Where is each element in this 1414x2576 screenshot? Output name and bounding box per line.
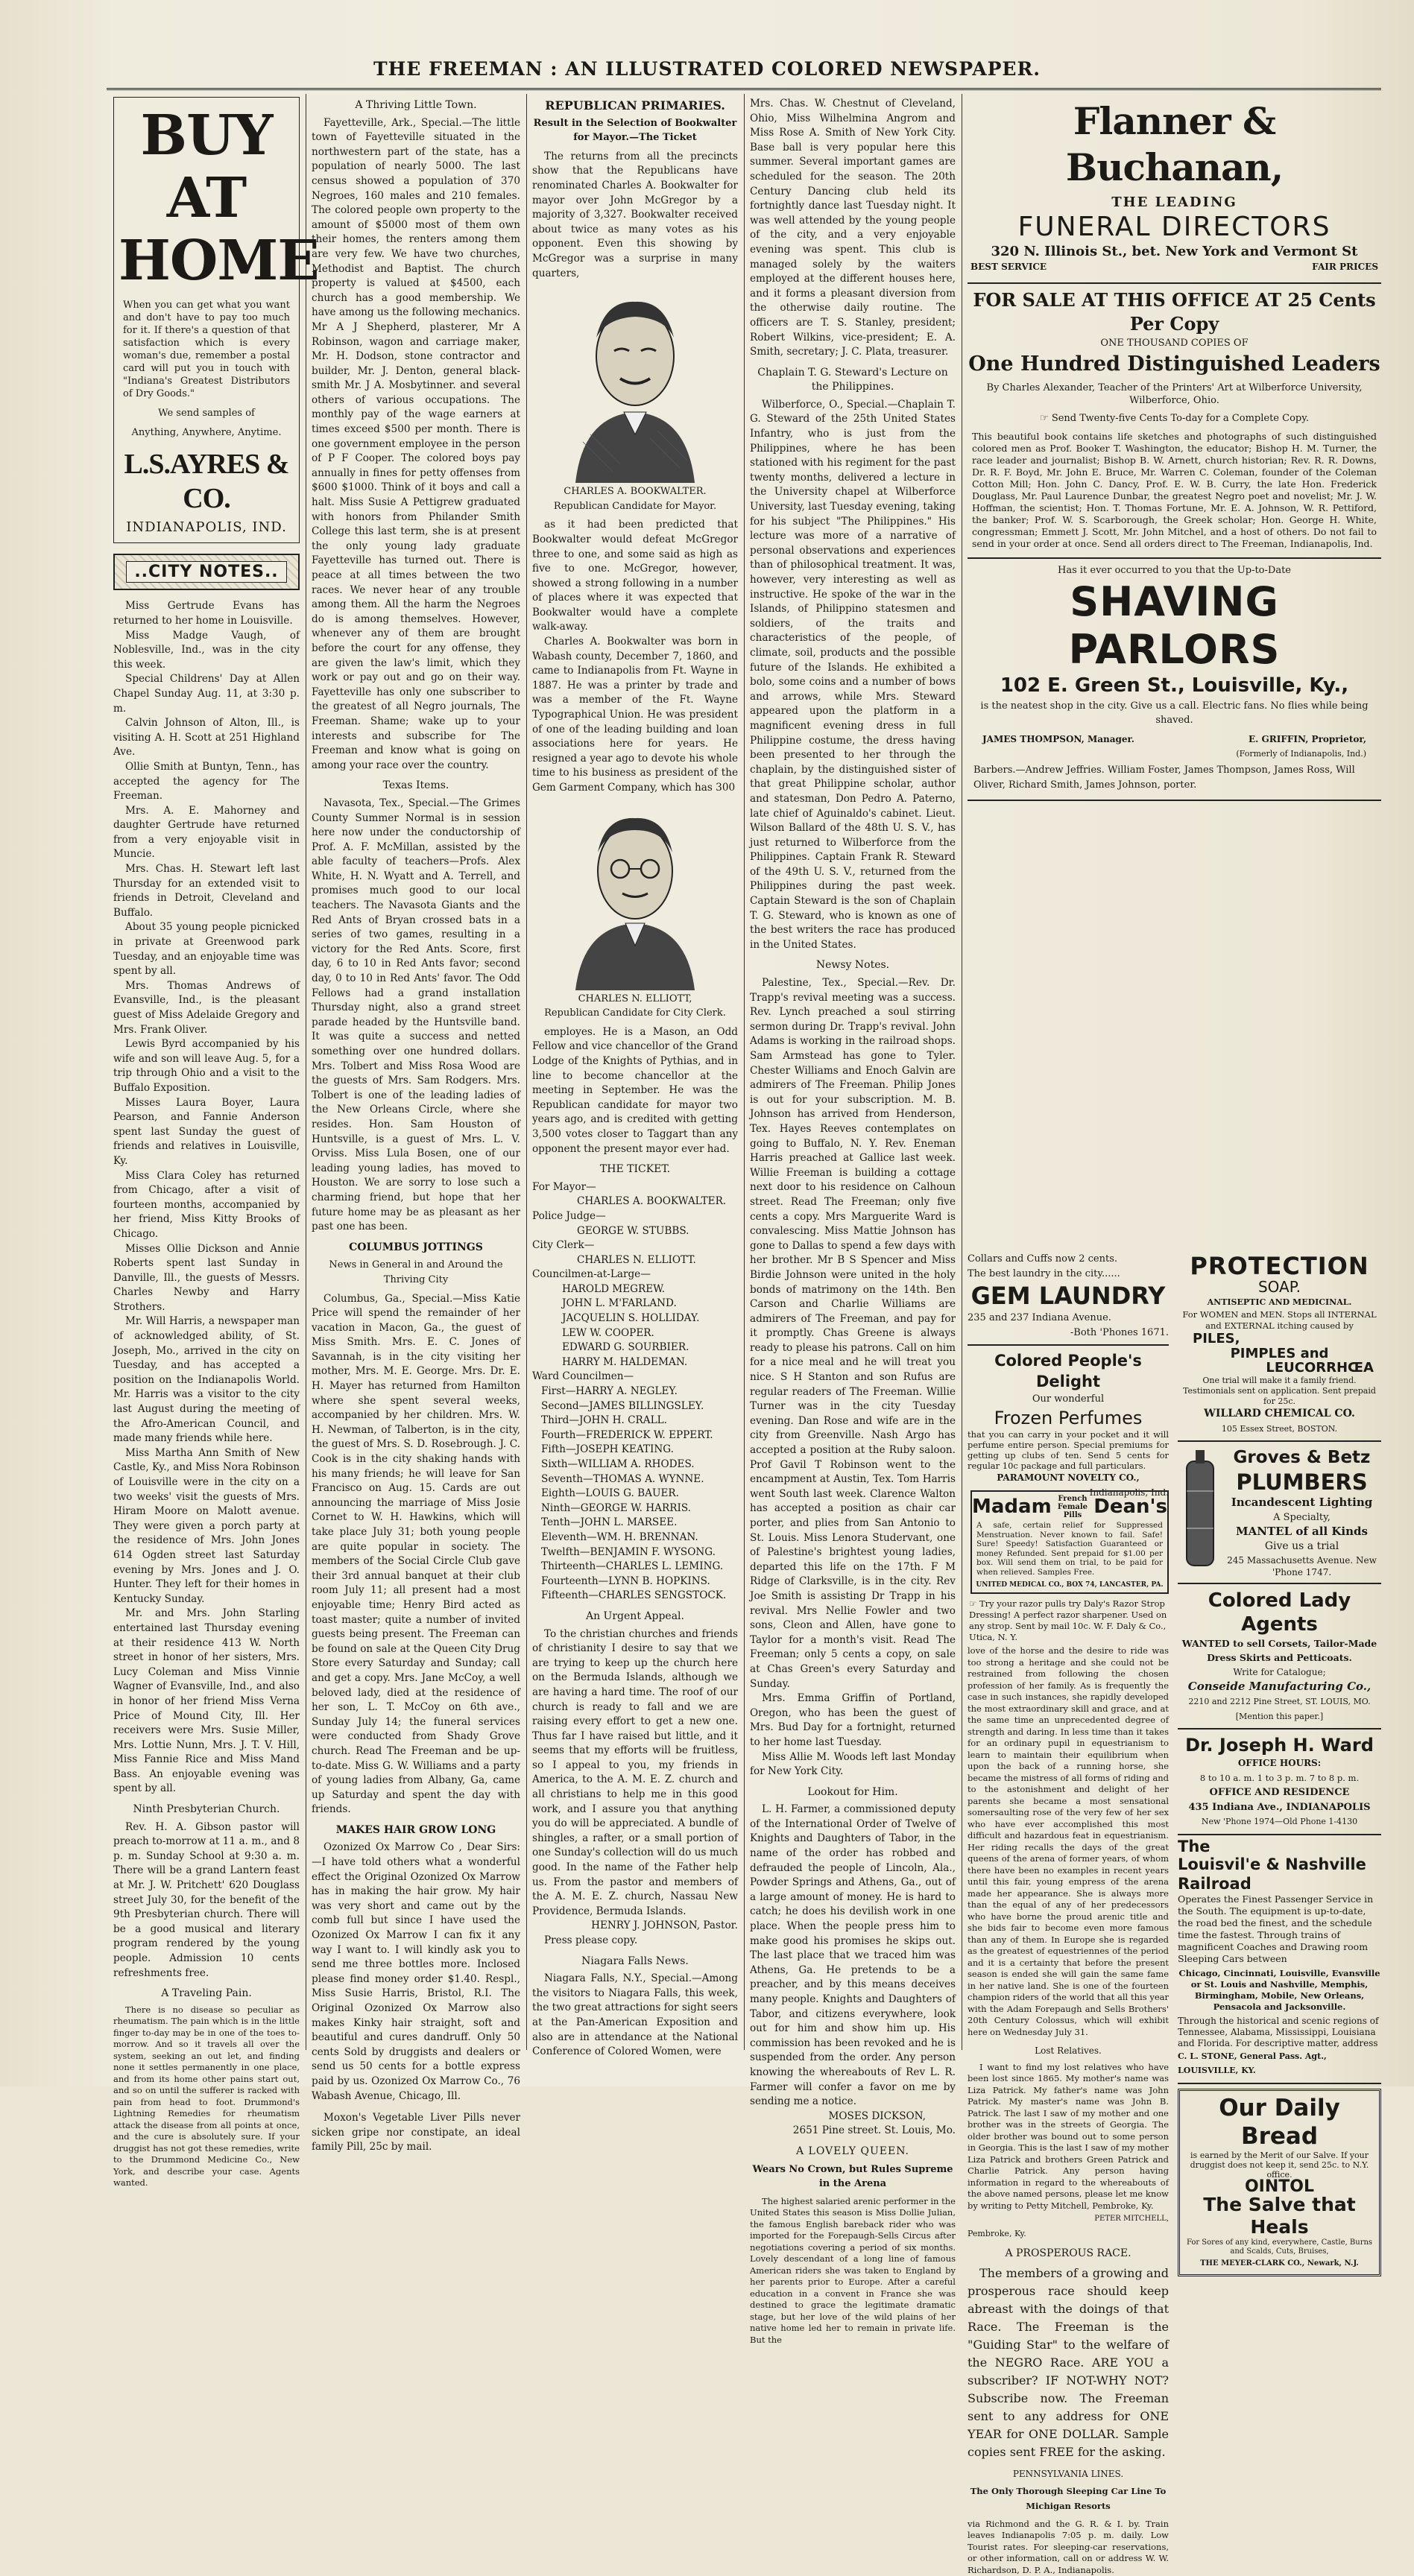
article-text: as it had been predicted that Bookwalter would defeat McGregor three to one, and some said as high as five to one. McGregor, however, showed a strong following in a number of places where it was expected that Bookwalter would have a complete walk-away. <box>532 519 738 633</box>
article-text: Ozonized Ox Marrow Co , Dear Sirs:—I have told others what a wonderful effect the Original Ozonized Ox Marrow has in making the hair grow. My hair was very short and came out by the comb full but since I have used the Ozonized Ox Marrow I can fix it any way I want to. I will kindly ask you to send me three bottles more. Inclosed please find money order $1.40. Respl., Miss Susie Harris, Bristol, R.I. The Original Ozonized Ox Marrow also makes Kinky hair straight, soft and beautiful and cures dandruff. Only 50 cents Sold by druggists and dealers or send us 50 cents for a bottle express paid by us. Ozonized Ox Marrow Co., 76 Wabash Avenue, Chicago, Ill. <box>312 1841 520 2102</box>
portrait-caption: CHARLES A. BOOKWALTER. <box>564 486 707 498</box>
book-sale-ad <box>968 284 1381 559</box>
ticket-line: HAROLD MEGREW. <box>562 1282 666 1295</box>
news-item: Lewis Byrd accompanied by his wife and son will leave Aug. 5, for a trip through Ohio and a visit to the Buffalo Exposition. <box>113 1038 300 1094</box>
shave-prop-note: (Formerly of Indianapolis, Ind.) <box>1236 749 1366 759</box>
protection-soap-ad <box>1178 1252 1381 1442</box>
fb-leading: THE LEADING <box>1111 194 1237 210</box>
odb-salve: The Salve that Heals <box>1203 2194 1356 2238</box>
news-item: Mrs. A. E. Mahorney and daughter Gertrude have returned from a very enjoyable visit in Muncie. <box>113 804 300 861</box>
cpd-frozen: Frozen Perfumes <box>994 1407 1143 1428</box>
lady-agents-ad <box>1178 1584 1381 1730</box>
article-heading: A Thriving Little Town. <box>355 99 477 111</box>
prot-piles: PILES, <box>1193 1331 1240 1347</box>
ticket-line: Third—JOHN H. CRALL. <box>541 1414 667 1427</box>
article-subheading: News in General in and Around the Thriving City <box>329 1259 503 1285</box>
gb-mantel: MANTEL of all Kinds <box>1236 1525 1368 1539</box>
article-text: Columbus, Ga., Special.—Miss Katie Price will spend the remainder of her vacation in Macon, Ga., the guest of Miss Smith. Mrs. E. C. Jones of Savannah, is in the city visiting her mother, Mrs. M. E. George. Mrs. Dr. E. H. Mayer has returned from Hamilton where she spent several weeks, accompanied by her children. Mrs. W. H. Newman, of Talberton, is in the city, the guest of Mrs. S. D. Rosebrough. J. C. Cook is in the city shaking hands with his many friends; he will leave for San Francisco on Aug. 15. Cards are out announcing the marriage of Miss Josie Cornet to W. H. Hawkins, which will take place July 31; both young people are quite popular in society. The members of the Social Circle Club gave their 3rd annual banquet at their club room July 11; all present had a most enjoyable time; Henry Bird acted as toast master; quite a number of invited guests being present. The Freeman can be found on sale at the Queen City Drug Store every Saturday and Sunday; call and get a copy. Mrs. Jane McCoy, a well beloved lady, died at the residence of her son, L. T. McCoy on 6th ave., Sunday July 14; the funeral services were conducted from Shady Grove church. Read The Freeman and be up-to-date. Miss G. W. Williams and a party of young ladies from Albany, Ga, came up Saturday and spent the day with friends. <box>312 1292 520 1816</box>
church-heading: Ninth Presbyterian Church. <box>133 1803 280 1816</box>
ticket-line: LEW W. COOPER. <box>562 1326 654 1339</box>
ayres-ad <box>113 97 319 543</box>
dean-title-1: Madam <box>972 1495 1052 1518</box>
ticket-line: GEORGE W. STUBBS. <box>577 1224 689 1237</box>
signature: MOSES DICKSON, <box>828 2110 926 2122</box>
ticket-line: Eighth—LOUIS G. BAUER. <box>541 1487 679 1500</box>
ln-railroad-ad <box>1178 1835 1381 2084</box>
ad-city: INDIANAPOLIS, IND. <box>126 519 287 536</box>
prot-leuc: LEUCORRHŒA <box>1266 1360 1374 1376</box>
ln-title: Louisvil'e & Nashville Railroad <box>1178 1855 1366 1893</box>
ticket-line: Eleventh—WM. H. BRENNAN. <box>541 1531 698 1543</box>
ticket-line: Fifteenth—CHARLES SENGSTOCK. <box>541 1589 727 1602</box>
article-heading: An Urgent Appeal. <box>585 1610 684 1622</box>
news-item: About 35 young people picnicked in private at Greenwood park Tuesday, and an enjoyable time was spent by all. <box>113 921 300 978</box>
dean-company: UNITED MEDICAL CO., BOX 74, LANCASTER, PA. <box>976 1581 1164 1589</box>
article-heading: PENNSYLVANIA LINES. <box>1012 2468 1124 2479</box>
sale-by: By Charles Alexander, Teacher of the Printers' Art at Wilberforce University, Wilberforce, Ohio. <box>986 382 1363 407</box>
column-3 <box>532 94 738 2058</box>
news-item: Miss Madge Vaugh, of Noblesville, Ind., was in the city this week. <box>113 629 300 671</box>
portrait-bookwalter <box>561 285 710 483</box>
odb-title: Our Daily Bread <box>1219 2094 1340 2150</box>
ticket-line: Fourteenth—LYNN B. HOPKINS. <box>541 1575 710 1587</box>
delight-ad <box>968 1344 1169 1500</box>
sale-title: FOR SALE AT THIS OFFICE AT 25 Cents Per Copy <box>973 288 1376 335</box>
ad-samples: We send samples of <box>158 408 255 419</box>
signature: 2651 Pine street. St. Louis, Mo. <box>792 2124 956 2137</box>
ticket-line: CHARLES A. BOOKWALTER. <box>577 1195 727 1208</box>
ticket-line: Tenth—JOHN L. MARSEE. <box>541 1516 678 1529</box>
pointing-hand-icon: ☞ <box>969 1598 977 1609</box>
article-text: Mrs. Emma Griffin of Portland, Oregon, who has been the guest of Mrs. Bud Day for a fortnight, returned to her home last Tuesday. <box>750 1692 956 1748</box>
portrait-caption: Republican Candidate for Mayor. <box>553 500 717 512</box>
portrait-caption: CHARLES N. ELLIOTT, <box>578 993 692 1004</box>
ward-phone: New 'Phone 1974—Old Phone 1-4130 <box>1201 1817 1358 1827</box>
article-heading: Lookout for Him. <box>807 1785 898 1798</box>
cla-mention: [Mention this paper.] <box>1235 1711 1324 1721</box>
ticket-line: EDWARD G. SOURBIER. <box>562 1341 689 1354</box>
signature-note: Press please copy. <box>544 1934 638 1946</box>
shave-manager: JAMES THOMPSON, Manager. <box>982 733 1134 744</box>
ward-residence: OFFICE AND RESIDENCE <box>1209 1787 1350 1799</box>
article-text: L. H. Farmer, a commissioned deputy of the International Order of Twelve of Knights and Daughters of Tabor, in the name of the order has robbed and defrauded the people of Lincoln, Ala., Powder Springs and Athens, Ga., out of a large amount of money. He is hard to catch; he does his devilish work in one place. When the people press him to make good his promises he skips out. The last place that we traced him was Athens, Ga. He pretends to be a preacher, and by this means deceives many people. Knights and Daughters of Tabor, and citizens everywhere, look out for him and show him up. His commission has been revoked and he is suspended from the order. Any person knowing the whereabouts of Rev L. R. Farmer will confer a favor on me by sending me a notice. <box>750 1803 956 2108</box>
ticket-line: Seventh—THOMAS A. WYNNE. <box>541 1472 704 1485</box>
cla-company: Conseide Manufacturing Co., <box>1187 1680 1372 1694</box>
article-text: Miss Allie M. Woods left last Monday for New York City. <box>750 1750 956 1778</box>
article-text: Mrs. Chas. W. Chestnut of Cleveland, Ohio, Miss Wilhelmina Angrom and Miss Rose A. Smith of New York City. Base ball is very popular here this summer. Several important games are scheduled for the season. The 20th Century Dancing club held its fortnightly dance last Tuesday night. It was well attended by the young people of the city, and a very enjoyable evening was spent. This club is managed solely by the waiters employed at the different houses here, and it forms a pleasant diversion from the otherwise daily routine. The officers are T. S. Stanley, president; Robert Wilkins, vice-president; E. A. Smith, secretary; J. C. Plata, treasurer. <box>750 98 956 358</box>
prot-pimples: PIMPLES and <box>1230 1345 1329 1361</box>
ticket-heading: THE TICKET. <box>599 1163 671 1176</box>
shave-title: SHAVING PARLORS <box>1068 577 1281 673</box>
sale-text: This beautiful book contains life sketches and photographs of such distinguished colored men as Prof. Booker T. Washington, the educator; Bishop H. M. Turner, the race leader and journalist; Bishop B. W. Arnett, church historian; Rev. R. R. Downs, Dr. R. F. Boyd, Mr. John E. Bruce, Mr. Warren C. Coleman, founder of the Coleman Cotton Mill; Hon. John C. Dancy, Prof. E. W. B. Curry, the late Hon. Frederick Douglass, Mr. Paul Laurence Dunbar, the greatest Negro poet and novelist; Mr. J. W. Hoffman, the scientist; Hon. T. Thomas Fortune, Mr. E. A. Johnson, W. R. Pettiford, the banker; Prof. W. S. Scarborough, the Greek scholar; Hon. George H. White, congressman; Emmett J. Scott, Mr. John Mitchel, and a host of others. Do not fail to send in your order at once. Send all orders direct to The Freeman, Indianapolis, Ind. <box>972 430 1377 549</box>
ad-slogan: Anything, Anywhere, Anytime. <box>131 426 282 438</box>
fb-best: BEST SERVICE <box>970 262 1047 273</box>
article-heading: Lost Relatives. <box>1035 2045 1102 2056</box>
cpd-title: Colored People's Delight <box>994 1352 1142 1391</box>
groves-betz-ad <box>1178 1442 1381 1583</box>
article-text: Wilberforce, O., Special.—Chaplain T. G. Steward of the 25th United States Infantry, who is just from the Philippines, where he has been stationed with his regiment for the past twenty months, delivered a lecture in the University chapel at Wilberforce University, last Tuesday evening, taking for his subject "The Philippines." His lecture was more of a narrative of personal observations and experiences than of philosophical treatment. It was, however, very interesting as well as instructive. He spoke of the war in the Islands, of Philippino statesmen and soldiers, of the traits and characteristics of the people, of climate, soil, products and the possible future of the Islands. He exhibited a bolo, some coins and a number of bows and arrows, while Mrs. Steward appeared upon the platform in a magnificent evening dress in full Philippine costume, the dress having been presented to her through the chaplain, by the distinguished sister of that great Philippine scholar, author and statesman, Don Pedro A. Paterno, late chief of Aguinaldo's cabinet. Lieut. Wilson Ballard of the 48th U. S. V., has just returned to Wilberforce from the Philippines. Captain Frank R. Steward of the 49th U. S. V., returned from the Philippines during the past week. Captain Steward is the son of Chaplain T. G. Steward, who is known as one of the best writers the race has produced in the United States. <box>750 398 956 951</box>
ln-text2: Through the historical and scenic regions of Tennessee, Alabama, Mississippi, Louisiana and Florida. For descriptive matter, address <box>1178 2015 1379 2048</box>
portrait-elliott <box>564 800 706 990</box>
article-heading: Newsy Notes. <box>815 959 890 972</box>
odb-brand: OINTOL <box>1244 2177 1315 2196</box>
cla-text: WANTED to sell Corsets, Tailor-Made Dress Skirts and Petticoats. <box>1181 1637 1377 1664</box>
dean-text: A safe, certain relief for Suppressed Menstruation. Never known to fail. Safe! Sure! Speedy! Satisfaction Guaranteed or money Refunded. Sent prepaid for $1.00 per box. Will send them on trial, to be paid for when relieved. Samples Free. <box>976 1521 1163 1577</box>
article-subheading: The Only Thorough Sleeping Car Line To Michigan Resorts <box>970 2486 1167 2512</box>
ticket-line: HARRY M. HALDEMAN. <box>562 1355 688 1368</box>
prot-trial: One trial will make it a family friend. Testimonials sent on application. Sent prepaid for 25c. <box>1183 1375 1376 1406</box>
ward-hours: OFFICE HOURS: <box>1237 1758 1322 1769</box>
ln-agent: C. L. STONE, General Pass. Agt., LOUISVILLE, KY. <box>1178 2051 1327 2076</box>
article-text: The members of a growing and prosperous race should keep abreast with the doings of that Race. The Freeman is the "Guiding Star" to the welfare of the NEGRO Race. ARE YOU a subscriber? IF NOT-WHY NOT? Subscribe now. The Freeman sent to any address for ONE YEAR for ONE DOLLAR. Sample copies sent FREE for the asking. <box>968 2265 1169 2459</box>
fb-title: Flanner & Buchanan, <box>1065 99 1284 189</box>
news-item: Calvin Johnson of Alton, Ill., is visiting A. H. Scott at 251 Highland Ave. <box>113 717 300 759</box>
article-text: The highest salaried arenic performer in the United States this season is Miss Dollie Julian, the famous English bareback rider who was imported for the Forepaugh-Sells Circus after negotiations covering a period of six months. Lovely descendant of a long line of famous American riders she was taken to England by her parents prior to Europe. After a careful education in a convent in France she was destined to grace the legitimate dramatic stage, but her love of the wild plains of her native home led her to remain in private life. But the <box>750 2195 956 2345</box>
ticket-line: Second—JAMES BILLINGSLEY. <box>541 1399 704 1412</box>
news-item: Mr. and Mrs. John Starling entertained last Thursday evening at their residence 413 W. North street in honor of her sisters, Mrs. Lucy Coleman and Miss Vinnie Wagner of Evansville, Ind., and also in honor of her friend Miss Verna Price of Mound City, Ill. Her receivers were Mrs. Susie Miller, Mrs. Lottie Nunn, Mrs. J. T. V. Hill, Miss Fannie Rice and Miss Mand Bass. An enjoyable evening was spent by all. <box>113 1607 300 1795</box>
prot-company: WILLARD CHEMICAL CO. <box>1204 1407 1355 1420</box>
news-item: Mrs. Chas. H. Stewart left last Thursday for an extended visit to friends in Detroit, Cleveland and Buffalo. <box>113 863 300 919</box>
ward-title: Dr. Joseph H. Ward <box>1185 1735 1374 1756</box>
dean-mid: French Female Pills <box>1057 1495 1088 1519</box>
razor-ad <box>969 1598 1167 1643</box>
ln-text: Operates the Finest Passenger Service in the South. The equipment is up-to-date, the road bed the finest, and the schedule time the fastest. Through trains of magnificent Coaches and Drawing room Sleeping Cars between <box>1178 1893 1374 1964</box>
news-item: Mr. Will Harris, a newspaper man of acknowledged ability, of St. Joseph, Mo., arrived in the city on Tuesday, and has accepted a position on the Indianapolis World. Mr. Harris was a visitor to the city last August during the meeting of the Afro-American Council, and made many friends while here. <box>113 1315 300 1445</box>
article-text: Charles A. Bookwalter was born in Wabash county, December 7, 1860, and came to Indianapolis from Ft. Wayne in 1887. He was a printer by trade and was a member of the Ft. Wayne Typographical Union. He was president of one of the leading building and loan associations here for years. He resigned a year ago to devote his whole time to his business as president of the Gem Garment Company, which has 300 <box>532 636 738 794</box>
article-text: Fayetteville, Ark., Special.—The little town of Fayetteville situated in the northwestern part of the state, has a population of nearly 5000. The last census showed a population of 370 Negroes, 160 males and 210 females. The colored people own property to the amount of $5000 most of them own their homes, the renters among them are very few. We have two churches, Methodist and Baptist. The church property is valued at $4500, each church has a good membership. We have among us the following mechanics. Mr A J Shepherd, plasterer, Mr A Robinson, wagon and carriage maker, Mr. H. Dodson, stone contractor and builder, Mr. J. Denton, general black-smith Mr. J A. Mosbytinner. and several others of various occupations. The monthly pay of the wage earners at times exceed $500 per month. There is one government employee in the person of P F Cooper. The colored boys pay annually in fines for petty offenses from $600 $1000. Think of it boys and call a halt. Miss Susie A Pettigrew graduated with honors from Philander Smith College this last term, she is at present the only young lady graduate Fayetteville has turned out. There is peace at all times between the two races. We never hear of any trouble among them. All the harm the Negroes do is among themselves. However, whenever any of them are brought before the court for any offense, they are given the law's limit, which they work or pay out and go on their way. Fayetteville has only one subscriber to the greatest of all Negro journals, The Freeman. Shame; wake up to your interests and subscribe for The Freeman and know what is going on among your race over the country. <box>312 116 520 771</box>
article-text: Palestine, Tex., Special.—Rev. Dr. Trapp's revival meeting was a success. Rev. Lynch preached a soul stirring sermon during Dr. Trapp's revival. John Adams is working in the railroad shops. Sam Armstead has gone to Tyler. Chester Williams and Enoch Galvin are admirers of The Freeman. Philip Jones is out for your subscription. M. B. Johnson has arrived from Henderson, Tex. Hayes Reeves contemplates on going to Buffalo, N. Y. Rev. Eneman Harris preached at Gallice last week. Willie Freeman is building a cottage next door to his residence on Calhoun street. Read The Freeman; only five cents a copy. Mrs Marguerite Ward is convalescing. Miss Mattie Johnson has gone to Dallas to spend a few days with her brother. Mr B S Spencer and Miss Birdie Johnson were united in the holy bonds of matrimony on the 14th. Ben Carson and Charlie Williams are admirers of The Freeman, and pay for it promptly. Chas Greene is always ready to please his patrons. Call on him for a nice meal and he will treat you nice. S H Stanton and son Rufus are regular readers of The Freeman. Willie Turner was in the city Tuesday evening. Dan Rose and wife are in the city from Greenville. Nash Argo has accepted a position at the Ruby saloon. Prof Gavil T Robinson went to the encampment at Austin, Tex. Tom Harris went South last week. Clarence Walton has accepted a position as chair car porter, and plies from San Antonio to St. Louis. Miss Lenora Studervant, one of Palestine's brightest young ladies, departed this life on the 17th. F M Ridge of Clarksville, is in the city. Rev Joe Smith is assisting Dr Trapp in his revival. Mrs Nellie Fowler and two sons, Cleon and Allen, have gone to Taylor for a month's visit. Read The Freeman; only 5 cents a copy, on sale at Chas Green's every Saturday and Sunday. <box>750 977 956 1690</box>
prot-title: PROTECTION <box>1190 1252 1369 1280</box>
article-text: Moxon's Vegetable Liver Pills never sicken gripe nor constipate, an ideal family Pill, 25c by mail. <box>312 2112 520 2153</box>
ticket-line: Ninth—GEORGE W. HARRIS. <box>541 1501 691 1514</box>
article-text: employes. He is a Mason, an Odd Fellow and vice chancellor of the Grand Lodge of the Knights of Pythias, and in line to become chancellor at the meeting in September. He was the Republican candidate for mayor two years ago, and is credited with getting 3,500 votes closer to Taggart than any opponent the present mayor ever had. <box>532 1025 738 1155</box>
razor-text: Try your razor pulls try Daly's Razor Strop Dressing! A perfect razor sharpener. Used on any strop. Sent by mail 10c. W. F. Daly & Co., Utica, N. Y. <box>969 1598 1167 1642</box>
ticket-line: Police Judge— <box>532 1209 606 1222</box>
prot-soap: SOAP. <box>1257 1278 1301 1296</box>
cla-title: Colored Lady Agents <box>1208 1589 1351 1636</box>
cla-catalogue: Write for Catalogue; <box>1233 1666 1326 1677</box>
column-rule <box>526 94 527 2050</box>
news-item: Misses Ollie Dickson and Annie Roberts spent last Sunday in Danville, Ill., the guests of Messrs. Charles Newby and Harry Strothers. <box>113 1242 300 1313</box>
article-heading: Chaplain T. G. Steward's Lecture on the Philippines. <box>757 366 948 393</box>
gem-title: GEM LAUNDRY <box>970 1282 1166 1311</box>
pain-text: There is no disease so peculiar as rheumatism. The pain which is in the little finger to-day may be in one of the toes to-morrow. And so it travels all over the system, seeking an out let, and finding none it settles permanently in one place, and from its home other pains start out, and so on until the sufferer is racked with pain from head to foot. Drummond's Lightning Remedies for rheumatism attack the disease from all points at once, and the cure is absolutely sure. If your druggist has not got these remedies, write to the Drummond Medicine Co., New York, and describe your case. Agents wanted. <box>113 2004 300 2189</box>
ln-the: The <box>1178 1838 1211 1856</box>
gb-trial: Give us a trial <box>1264 1539 1339 1552</box>
ticket-line: Twelfth—BENJAMIN F. WYSONG. <box>541 1545 716 1558</box>
ad-headline: HOME <box>119 229 319 293</box>
odb-text: is earned by the Merit of our Salve. If your druggist does not keep it, send 25c. to N.Y. office. <box>1190 2150 1369 2180</box>
sale-book: One Hundred Distinguished Leaders <box>968 352 1380 376</box>
ward-times: 8 to 10 a. m. 1 to 3 p. m. 7 to 8 p. m. <box>1199 1772 1360 1783</box>
ad-company: L.S.AYRES & CO. <box>124 449 289 515</box>
prot-text: For WOMEN and MEN. Stops all INTERNAL and EXTERNAL itching caused by <box>1182 1309 1377 1332</box>
ticket-list <box>532 1180 738 1604</box>
masthead: THE FREEMAN : AN ILLUSTRATED COLORED NEWSPAPER. <box>373 58 1041 80</box>
gb-incandescent: Incandescent Lighting <box>1231 1496 1373 1510</box>
ticket-line: Sixth—WILLIAM A. RHODES. <box>541 1458 695 1470</box>
prot-sub: ANTISEPTIC AND MEDICINAL. <box>1207 1297 1352 1307</box>
sale-send: Send Twenty-five Cents To-day for a Complete Copy. <box>1051 413 1309 425</box>
right-ads-column <box>1178 1252 1381 2268</box>
dean-title-2: Dean's <box>1093 1495 1167 1518</box>
article-subheading: Result in the Selection of Bookwalter for Mayor.—The Ticket <box>533 117 737 144</box>
prot-address: 105 Essex Street, BOSTON. <box>1221 1423 1338 1434</box>
article-text: Niagara Falls, N.Y., Special.—Among the visitors to Niagara Falls, this week, the two great attractions for sight seers at the Pan-American Exposition and also are in attendance at the National Conference of Colored Women, were <box>532 1972 738 2058</box>
shave-proprietor: E. GRIFFIN, Proprietor, <box>1249 733 1366 744</box>
article-text: love of the horse and the desire to ride was too strong a heritage and she could not be restrained from following the chosen profession of her family. As is frequently the case in such instances, she rapidly developed the most extraordinary skill and grace, and at the same time an unprecedented degree of strength and daring. In less time than it takes for an ordinary pupil in equestrianism to learn to maintain their equilibrium when upon the back of a running horse, she became the mistress of all forms of riding and to the astonishment and delight of her parents she became a most sensational somersaulting rose of the very few of her sex who have ever accomplished this most difficult and hazardous feat in equestrianism. Her riding recalls the days of the great queens of the arena of former years, of whom there have been no examples in recent years until this fair, young empress of the arena made her appearance. She is always more than the equal of any of her predecessors who have borne the proud arenic title and she bids fair to become even more famous than any of them. In Europe she is regarded as the greatest of equestriennes of the period and it is a certainty that before the present season is ended she will gain the same fame in her native land. She is one of the fourteen champion riders of the world that all this year with the Adam Forepaugh and Sells Brothers' 20th Century Colossus, which will exhibit here on Wednesday July 31. <box>968 1645 1169 2037</box>
news-item: Miss Martha Ann Smith of New Castle, Ky., and Miss Nora Robinson of Louisville were in the city on a two weeks' visit the guests of Mrs. Hiram Moore on Malott avenue. They were given a porch party at the residence of Mrs. John Jones 614 Ogden street last Saturday evening by Mrs. Jones and J. O. Hunter. They left for their homes in Kentucky Sunday. <box>113 1446 300 1605</box>
gem-pre: Collars and Cuffs now 2 cents. <box>968 1253 1118 1265</box>
shaving-parlors-ad <box>968 559 1381 801</box>
masthead-rule <box>107 88 1381 90</box>
gem-addr: 235 and 237 Indiana Avenue. <box>968 1312 1111 1324</box>
column-2 <box>312 94 520 2153</box>
ticket-line: Ward Councilmen— <box>532 1370 634 1383</box>
gem-phone: -Both 'Phones 1671. <box>1070 1326 1169 1338</box>
article-text: Navasota, Tex., Special.—The Grimes County Summer Normal is in session here now under the conductorship of Prof. A. F. McMillan, assisted by the able faculty of teachers—Profs. Alex White, H. N. Wyatt and A. Terrell, and promises much good to our local teachers. The Navasota Giants and the Red Ants of Bryan crossed bats in a series of two games, resulting in a victory for the Red Ants. Score, first day, 6 to 10 in Red Ants favor; second day, 0 to 10 in Red Ants' favor. The Odd Fellows had a grand installation Thursday night, also a grand street parade headed by the Huntsville band. It was quite a success and netted something over one hundred dollars. Mrs. Tolbert and Miss Rosa Wood are the guests of Mrs. Sam Rodgers. Mrs. Tolbert is one of the leading ladies of the New Orleans Circle, where she resides. Hon. Sam Houston of Huntsville, is a guest of Mrs. L. V. Orviss. Miss Lula Bosen, one of our leading young ladies, has moved to Houston. We are sorry to lose such a charming friend, but hope that her future home may be as pleasant as her past one has been. <box>312 797 520 1233</box>
portrait-caption: Republican Candidate for City Clerk. <box>544 1007 726 1019</box>
fb-fair: FAIR PRICES <box>1312 262 1378 273</box>
boiler-icon <box>1178 1446 1222 1573</box>
ticket-line: Fourth—FREDERICK W. EPPERT. <box>541 1428 713 1441</box>
article-heading: MAKES HAIR GROW LONG <box>335 1823 496 1836</box>
article-heading: A PROSPEROUS RACE. <box>1005 2247 1131 2260</box>
ad-headline: AT <box>166 166 247 230</box>
gb-plumbers: PLUMBERS <box>1236 1469 1368 1496</box>
ticket-line: For Mayor— <box>532 1180 596 1193</box>
shave-barbers: Barbers.—Andrew Jeffries. William Foster, James Thompson, James Ross, Will Oliver, Richard Smith, James Johnson, porter. <box>973 764 1355 791</box>
flanner-buchanan-ad <box>968 98 1381 284</box>
gb-specialty: A Specialty, <box>1273 1511 1331 1523</box>
ad-headline: BUY <box>140 104 273 168</box>
odb-sores: For Sores of any kind, everywhere, Castle, Burns and Scalds, Cuts, Bruises, <box>1186 2238 1373 2256</box>
ad-text: When you can get what you want and don't have to pay too much for it. If there's a question of that satisfaction which is every woman's due, remember a postal card will put you in touch with "Indiana's Greatest Distributors of Dry Goods." <box>123 300 290 399</box>
dr-ward-ad <box>1178 1730 1381 1835</box>
cpd-sub: Our wonderful <box>1032 1393 1105 1405</box>
article-heading: A LOVELY QUEEN. <box>795 2145 910 2157</box>
ticket-line: JACQUELIN S. HOLLIDAY. <box>562 1312 700 1325</box>
ticket-line: CHARLES N. ELLIOTT. <box>577 1253 696 1266</box>
signature: Pembroke, Ky. <box>968 2228 1026 2238</box>
gb-address: 245 Massachusetts Avenue. New 'Phone 1747. <box>1227 1554 1377 1577</box>
cla-address: 2210 and 2212 Pine Street, ST. LOUIS, MO. <box>1188 1696 1371 1706</box>
ticket-line: Thirteenth—CHARLES L. LEMING. <box>541 1560 724 1573</box>
signature: HENRY J. JOHNSON, Pastor. <box>591 1920 738 1932</box>
column-4 <box>750 94 956 2345</box>
gem-pre2: The best laundry in the city...... <box>968 1268 1120 1279</box>
news-item: Mrs. Thomas Andrews of Evansville, Ind., is the pleasant guest of Miss Adelaide Gregory and Mrs. Frank Oliver. <box>113 979 300 1036</box>
signature: PETER MITCHELL, <box>1094 2215 1169 2224</box>
news-item: Ollie Smith at Buntyn, Tenn., has accepted the agency for The Freeman. <box>113 760 300 803</box>
column-1 <box>113 94 319 2189</box>
fb-address: 320 N. Illinois St., bet. New York and Vermont St <box>991 243 1358 259</box>
ticket-line: JOHN L. M'FARLAND. <box>562 1297 677 1310</box>
ticket-line: Fifth—JOSEPH KEATING. <box>541 1443 674 1456</box>
article-subheading: Wears No Crown, but Rules Supreme in the Arena <box>752 2163 953 2190</box>
city-notes-title: ..CITY NOTES.. <box>126 561 286 583</box>
gb-title: Groves & Betz <box>1233 1448 1371 1468</box>
sale-sub: ONE THOUSAND COPIES OF <box>1100 337 1249 349</box>
news-item: Misses Laura Boyer, Laura Pearson, and Fannie Anderson spent last Sunday the guest of friends and relatives in Louisville, Ky. <box>113 1096 300 1167</box>
cpd-text: that you can carry in your pocket and it will perfume entire person. Special premiums for getting up clubs of ten. Send 5 cents for regular 10c package and full particulars. <box>968 1428 1169 1471</box>
ticket-line: City Clerk— <box>532 1239 595 1252</box>
madam-dean-ad <box>970 1490 1169 1594</box>
cpd-city: Indianapolis, Ind. <box>1089 1487 1169 1498</box>
odb-company: THE MEYER-CLARK CO., Newark, N.J. <box>1200 2259 1359 2268</box>
column-5-ads <box>968 94 1381 1256</box>
article-text: via Richmond and the G. R. & I. by. Train leaves Indianapolis 7:05 p. m. daily. Low Tourist rates. For sleeping-car reservations, or other information, call on or address W. W. Richardson, D. P. A., Indianapolis. <box>968 2518 1169 2575</box>
pain-heading: A Traveling Pain. <box>161 1987 252 2000</box>
article-heading: Niagara Falls News. <box>581 1955 689 1967</box>
article-text: To the christian churches and friends of christianity I desire to say that we are trying to keep up the church here on the Bermuda Islands, although we are having a hard time. The roof of our church is ready to fall and we are raising every effort to get a new one. Thus far I have raised but little, and it seems that my efforts will be fruitless, so I appeal to you, my friends in America, to the A. M. E. Z. church and all christians to help me in this good work, and I assure you that anything you do will be appreciated. A bundle of shingles, a rafter, or a small portion of one Sunday's collection will do us much good. In the name of the Father help us. From the pastor and members of the A. M. E. Z. church, Nassau New Providence, Bermuda Islands. <box>532 1627 738 1917</box>
ward-address: 435 Indiana Ave., INDIANAPOLIS <box>1188 1801 1371 1813</box>
daily-bread-ad <box>1178 2089 1381 2276</box>
news-item: Special Childrens' Day at Allen Chapel Sunday Aug. 11, at 3:30 p. m. <box>113 673 300 715</box>
cpd-company: PARAMOUNT NOVELTY CO., <box>997 1472 1140 1483</box>
shave-text: is the neatest shop in the city. Give us a call. Electric fans. No flies while being shaved. <box>980 700 1369 727</box>
article-text: I want to find my lost relatives who have been lost since 1865. My mother's name was Liza Patrick. My father's name was John Patrick. My master's name was John B. Patrick. The last I saw of my mother and one brother was in the streets of Georgia. The older brother was bound out to some person in Georgia. This is the last I saw of my mother Liza Patrick and brothers Green Patrick and Charlie Patrick. Any person having information in regard to the whereabouts of the above named persons, please let me know by writing to Petty Mitchell, Pembroke, Ky. <box>968 2061 1169 2211</box>
ln-cities: Chicago, Cincinnati, Louisville, Evansville or St. Louis and Nashville, Memphis, Birmingham, Mobile, New Orleans, Pensacola and Jacksonville. <box>1178 1967 1380 2012</box>
article-heading: COLUMBUS JOTTINGS <box>349 1241 483 1253</box>
news-item: Miss Clara Coley has returned from Chicago, after a visit of fourteen months, accompanied by her friend, Miss Kitty Brooks of Chicago. <box>113 1169 300 1240</box>
city-notes-banner <box>113 554 300 591</box>
ticket-line: First—HARRY A. NEGLEY. <box>541 1385 678 1398</box>
article-heading: REPUBLICAN PRIMARIES. <box>545 98 725 113</box>
church-text: Rev. H. A. Gibson pastor will preach to-morrow at 11 a. m., and 8 p. m. Sunday School at 9:30 a. m. There will be a grand Lantern feast at Mr. J. W. Pritchett' 620 Douglass street July 30, for the benefit of the 9th Presbyterian church. There will be a good musical and literary program rendered by the young people. Admission 10 cents refreshments free. <box>113 1820 300 1979</box>
fb-funeral: FUNERAL DIRECTORS <box>1017 211 1331 242</box>
article-heading: Texas Items. <box>382 779 449 792</box>
shave-addr: 102 E. Green St., Louisville, Ky., <box>1000 674 1349 697</box>
ticket-line: Councilmen-at-Large— <box>532 1268 651 1281</box>
column-rule <box>744 94 745 2050</box>
shave-pre: Has it ever occurred to you that the Up-to-Date <box>1057 564 1291 576</box>
news-item: Miss Gertrude Evans has returned to her home in Louisville. <box>113 600 300 627</box>
article-text: The returns from all the precincts show that the Republicans have renominated Charles A. Bookwalter for mayor over John McGregor by a majority of 3,327. Bookwalter received about twice as many votes as his opponent. Even this showing by McGregor was a surprise in many quarters, <box>532 150 738 279</box>
column-4b <box>968 1645 1169 2575</box>
pointing-hand-icon: ☞ <box>1040 413 1049 425</box>
